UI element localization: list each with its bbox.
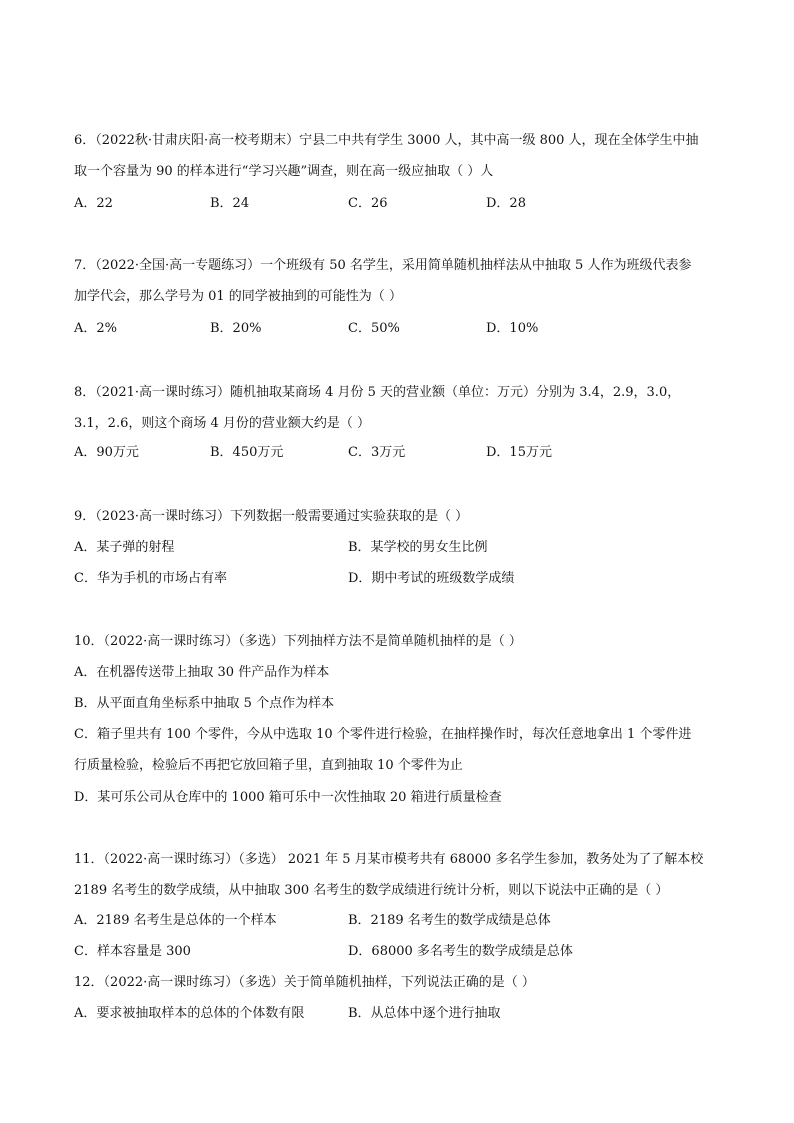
- question-10-option-d: D．某可乐公司从仓库中的 1000 箱可乐中一次性抽取 20 箱进行质量检查: [74, 790, 502, 805]
- question-8-option-b: B．450万元: [210, 445, 284, 460]
- question-11-option-b: B．2189 名考生的数学成绩是总体: [348, 913, 551, 928]
- question-11-option-c: C．样本容量是 300: [74, 944, 191, 959]
- question-10-option-a: A．在机器传送带上抽取 30 件产品作为样本: [74, 665, 330, 680]
- question-6-option-d: D．28: [486, 196, 526, 211]
- question-6-option-c: C．26: [348, 196, 388, 211]
- question-7-stem-line-1: 7．（2022·全国·高一专题练习）一个班级有 50 名学生，采用简单随机抽样法从中抽取 5 人作为班级代表参: [74, 258, 692, 273]
- question-8-option-d: D．15万元: [486, 445, 552, 460]
- question-9-stem-line-1: 9．（2023·高一课时练习）下列数据一般需要通过实验获取的是（ ）: [74, 509, 469, 524]
- question-10-option-b: B．从平面直角坐标系中抽取 5 个点作为样本: [74, 696, 335, 711]
- question-11-stem-line-1: 11．（2022·高一课时练习）（多选） 2021 年 5 月某市模考共有 68000 多名学生参加，教务处为了了解本校: [74, 852, 704, 867]
- question-6-stem-line-1: 6．（2022秋·甘肃庆阳·高一校考期末）宁县二中共有学生 3000 人，其中高一级 800 人，现在全体学生中抽: [74, 133, 699, 148]
- question-8-stem-line-2: 3.1，2.6，则这个商场 4 月份的营业额大约是（ ）: [74, 416, 371, 431]
- question-7-option-c: C．50%: [348, 321, 400, 336]
- question-11-option-a: A．2189 名考生是总体的一个样本: [74, 913, 277, 928]
- question-11-stem-line-2: 2189 名考生的数学成绩，从中抽取 300 名考生的数学成绩进行统计分析，则以下说法中正确的是（ ）: [74, 883, 669, 898]
- question-7-option-d: D．10%: [486, 321, 539, 336]
- question-9-option-b: B．某学校的男女生比例: [348, 540, 488, 555]
- question-7-option-b: B．20%: [210, 321, 262, 336]
- question-12-option-a: A．要求被抽取样本的总体的个体数有限: [74, 1006, 305, 1021]
- question-6-stem-line-2: 取一个容量为 90 的样本进行“学习兴趣”调查，则在高一级应抽取（ ）人: [74, 164, 494, 179]
- question-12-stem-line-1: 12．（2022·高一课时练习）（多选）关于简单随机抽样，下列说法正确的是（ ）: [74, 975, 535, 990]
- question-10-option-c-line-2: 行质量检验，检验后不再把它放回箱子里，直到抽取 10 个零件为止: [74, 758, 463, 773]
- question-12-option-b: B．从总体中逐个进行抽取: [348, 1006, 501, 1021]
- question-6-option-b: B．24: [210, 196, 250, 211]
- question-6-option-a: A．22: [74, 196, 113, 211]
- question-8-option-c: C．3万元: [348, 445, 406, 460]
- question-11-option-d: D．68000 多名考生的数学成绩是总体: [348, 944, 573, 959]
- question-9-option-d: D．期中考试的班级数学成绩: [348, 571, 515, 586]
- question-10-stem-line-1: 10．（2022·高一课时练习）（多选）下列抽样方法不是简单随机抽样的是（ ）: [74, 634, 522, 649]
- question-8-option-a: A．90万元: [74, 445, 139, 460]
- question-10-option-c-line-1: C．箱子里共有 100 个零件，今从中选取 10 个零件进行检验，在抽样操作时，每次任意地拿出 1 个零件进: [74, 727, 692, 742]
- question-7-option-a: A．2%: [74, 321, 118, 336]
- question-8-stem-line-1: 8．（2021·高一课时练习）随机抽取某商场 4 月份 5 天的营业额（单位：万元）分别为 3.4，2.9，3.0，: [74, 385, 681, 400]
- question-9-option-c: C．华为手机的市场占有率: [74, 571, 227, 586]
- question-7-stem-line-2: 加学代会，那么学号为 01 的同学被抽到的可能性为（ ）: [74, 289, 402, 304]
- question-9-option-a: A．某子弹的射程: [74, 540, 175, 555]
